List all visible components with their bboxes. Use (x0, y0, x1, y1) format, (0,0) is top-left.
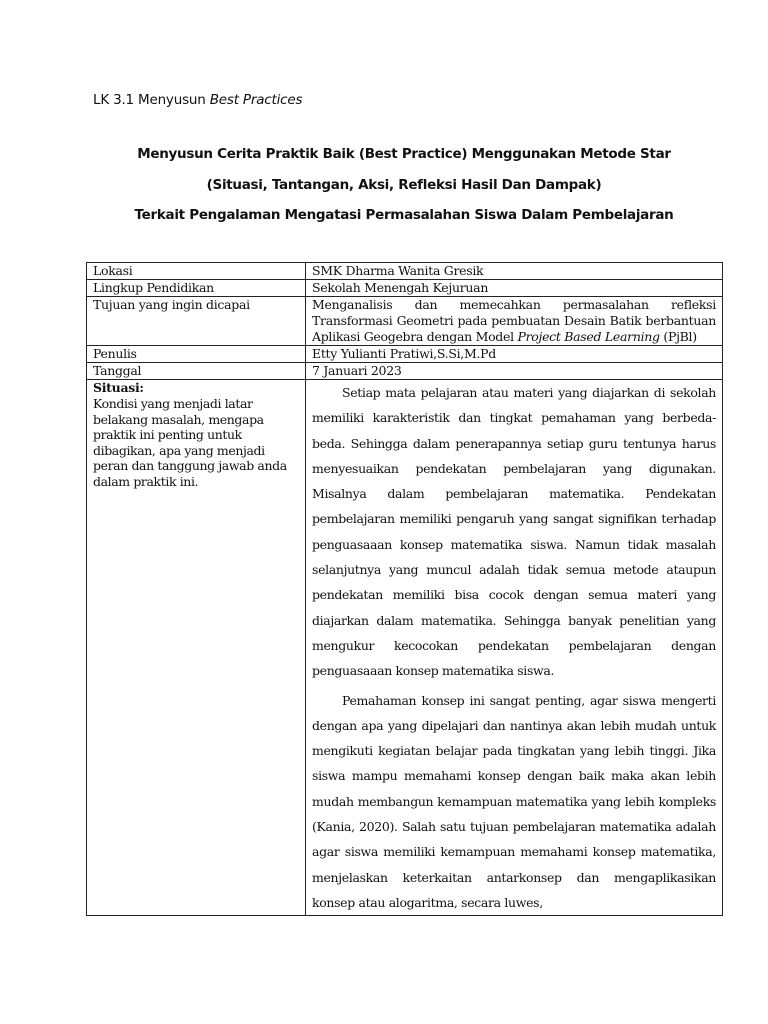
document-title-line-2: (Situasi, Tantangan, Aksi, Refleksi Hasil Dan Dampak) (206, 177, 602, 193)
situasi-paragraph-1: Setiap mata pelajaran atau materi yang diajarkan di sekolah memiliki karakteristik dan tingkat pemahaman yang berbeda-beda. Sehingga dalam penerapannya setiap guru tentunya harus menyesuaikan pendekatan pembelajaran yang digunakan. Misalnya dalam pembelajaran matematika. Pendekatan pembelajaran memiliki pengaruh yang sangat signifikan terhadap penguasaaan konsep matematika siswa. Namun tidak masalah selanjutnya yang muncul adalah tidak semua metode ataupun pendekatan memiliki bisa cocok dengan semua materi yang diajarkan dalam matematika. Sehingga banyak penelitian yang mengukur kecocokan pendekatan pembelajaran dengan penguasaaan konsep matematika siswa. (312, 385, 716, 679)
situasi-label-cell (87, 380, 306, 916)
tujuan-value (306, 297, 723, 346)
worksheet-label (93, 92, 302, 108)
table-row-tanggal (87, 363, 723, 380)
tanggal-label: Tanggal (87, 363, 306, 380)
penulis-value: Etty Yulianti Pratiwi,S.Si,M.Pd (306, 346, 723, 363)
table-row-penulis (87, 346, 723, 363)
situasi-paragraph-2: Pemahaman konsep ini sangat penting, agar siswa mengerti dengan apa yang dipelajari dan nantinya akan lebih mudah untuk mengikuti kegiatan belajar pada tingkatan yang lebih tinggi. Jika siswa mampu memahami konsep dengan baik maka akan lebih mudah membangun kemampuan matematika yang lebih kompleks (Kania, 2020). Salah satu tujuan pembelajaran matematika adalah agar siswa memiliki kemampuan memahami konsep matematika, menjelaskan keterkaitan antarkonsep dan mengaplikasikan konsep atau alogaritma, secara luwes, (312, 692, 716, 910)
table-row-situasi (87, 380, 723, 916)
lingkup-label: Lingkup Pendidikan (87, 280, 306, 297)
lokasi-label: Lokasi (87, 263, 306, 280)
lokasi-value: SMK Dharma Wanita Gresik (306, 263, 723, 280)
penulis-label: Penulis (87, 346, 306, 363)
table-row-lingkup (87, 280, 723, 297)
tujuan-value-suffix: (PjBl) (659, 329, 697, 344)
tujuan-value-italic: Project Based Learning (517, 329, 660, 344)
table-row-lokasi (87, 263, 723, 280)
table-row-tujuan (87, 297, 723, 346)
tujuan-value-main: Menganalisis dan memecahkan permasalahan refleksi Transformasi Geometri pada pembuatan Desain Batik berbantuan Aplikasi Geogebra dengan Model (312, 297, 716, 344)
worksheet-label-prefix: LK 3.1 Menyusun (93, 92, 210, 108)
situasi-description: Kondisi yang menjadi latar belakang masalah, mengapa praktik ini penting untuk dibagikan, apa yang menjadi peran dan tanggung jawab anda dalam praktik ini. (93, 396, 287, 489)
best-practice-table (86, 262, 723, 916)
document-title-line-1: Menyusun Cerita Praktik Baik (Best Practice) Menggunakan Metode Star (137, 146, 671, 162)
tujuan-label: Tujuan yang ingin dicapai (87, 297, 306, 346)
document-title-line-3: Terkait Pengalaman Mengatasi Permasalahan Siswa Dalam Pembelajaran (134, 207, 674, 223)
situasi-heading: Situasi: (93, 380, 144, 395)
situasi-content-cell (306, 380, 723, 916)
worksheet-label-italic: Best Practices (209, 92, 303, 108)
lingkup-value: Sekolah Menengah Kejuruan (306, 280, 723, 297)
tanggal-value: 7 Januari 2023 (306, 363, 723, 380)
